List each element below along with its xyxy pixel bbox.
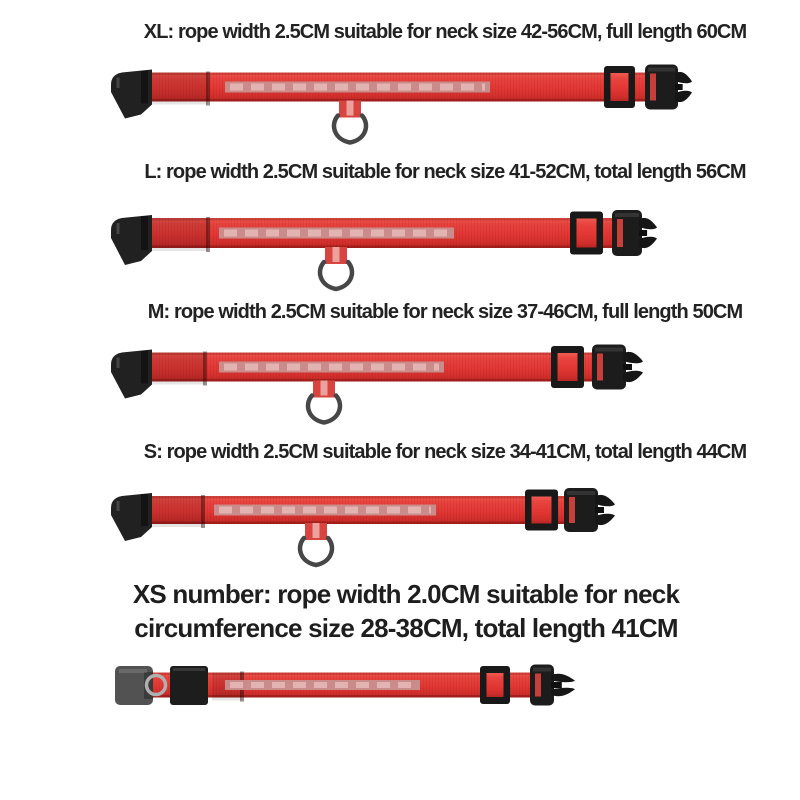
size-label-l: L: rope width 2.5CM suitable for neck size 41-52CM, total length 56CM [144, 161, 746, 183]
prong-xs [551, 674, 575, 682]
slider-left-xs [170, 666, 208, 705]
d-ring-xl [334, 116, 366, 143]
collar-xs [115, 665, 575, 706]
size-label-xl: XL: rope width 2.5CM suitable for neck size 42-56CM, full length 60CM [143, 21, 747, 43]
prong-xl [675, 72, 692, 83]
prong-xl [675, 91, 692, 102]
prong-l [639, 237, 657, 248]
size-label-s: S: rope width 2.5CM suitable for neck size 34-41CM, total length 44CM [143, 441, 747, 463]
prong-m [623, 352, 643, 363]
d-ring-s [300, 538, 332, 565]
collar-m [111, 345, 643, 423]
size-label-xs [12, 577, 800, 645]
prong-l [639, 218, 657, 229]
collar-s [111, 488, 615, 565]
d-ring-l [320, 262, 352, 289]
d-ring-m [308, 396, 340, 423]
prong-m [623, 371, 643, 382]
prong-s [595, 514, 615, 525]
collar-l [111, 210, 657, 289]
collar-xl [111, 65, 692, 143]
size-label-xs-text: XS number: rope width 2.0CM suitable for neck circumference size 28-38CM, total length 41CM [132, 579, 680, 643]
prong-s [595, 495, 615, 506]
prong-xs [551, 688, 575, 696]
size-label-m: M: rope width 2.5CM suitable for neck size 37-46CM, full length 50CM [147, 301, 743, 323]
